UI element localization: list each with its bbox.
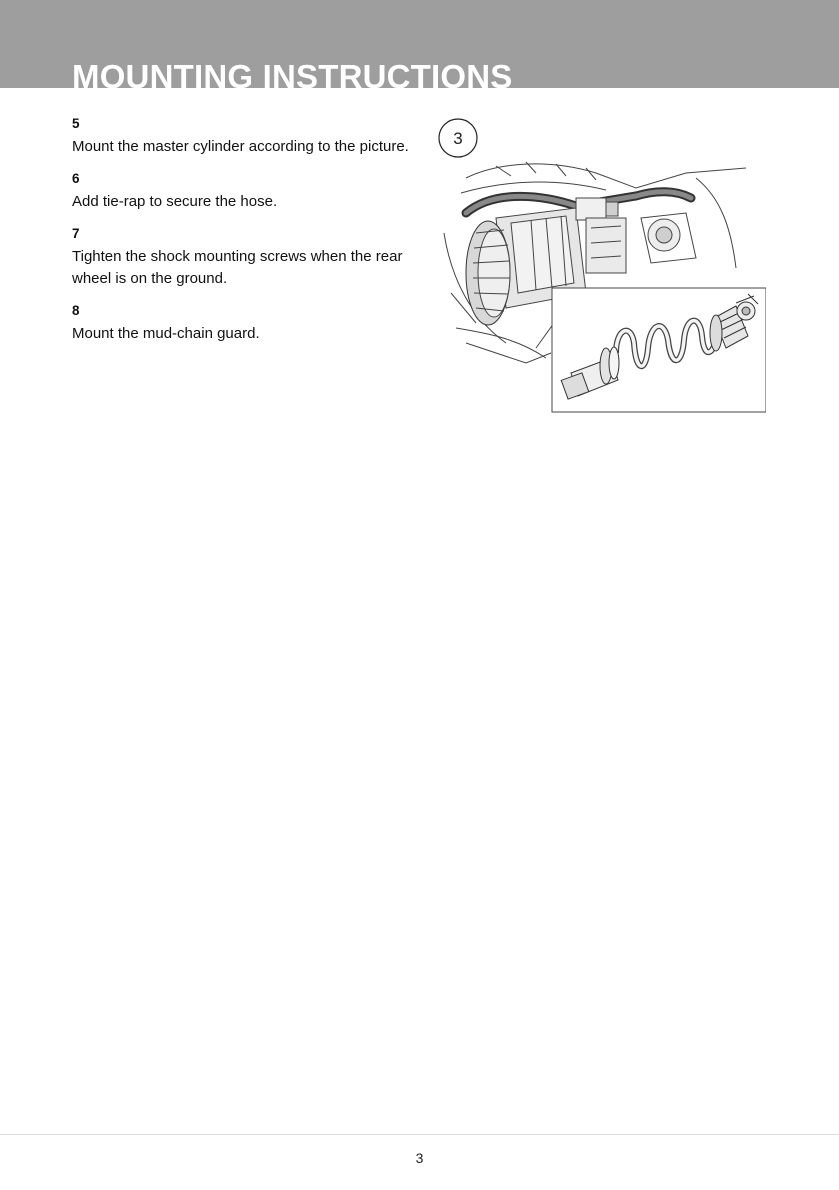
step-text: Add tie-rap to secure the hose. [72, 193, 278, 210]
step-6 [72, 169, 412, 213]
figure-label-text: 3 [453, 129, 463, 148]
instruction-steps [72, 114, 412, 356]
footer-divider [0, 1134, 839, 1135]
shock-absorber-detail-illustration [552, 288, 766, 412]
header-band [0, 0, 839, 88]
step-number: 8 [72, 303, 80, 318]
step-text: Mount the mud-chain guard. [72, 325, 260, 342]
step-number: 7 [72, 226, 80, 241]
figure-3 [436, 118, 766, 418]
step-text: Tighten the shock mounting screws when the rear wheel is on the ground. [72, 248, 403, 287]
step-number: 5 [72, 116, 80, 131]
step-text: Mount the master cylinder according to the picture. [72, 138, 409, 155]
page-title: MOUNTING INSTRUCTIONS [72, 58, 513, 88]
page-number: 3 [415, 1150, 424, 1166]
figure-label [439, 119, 477, 157]
step-7 [72, 224, 412, 290]
step-5 [72, 114, 412, 158]
step-8 [72, 301, 412, 345]
step-number: 6 [72, 171, 80, 186]
